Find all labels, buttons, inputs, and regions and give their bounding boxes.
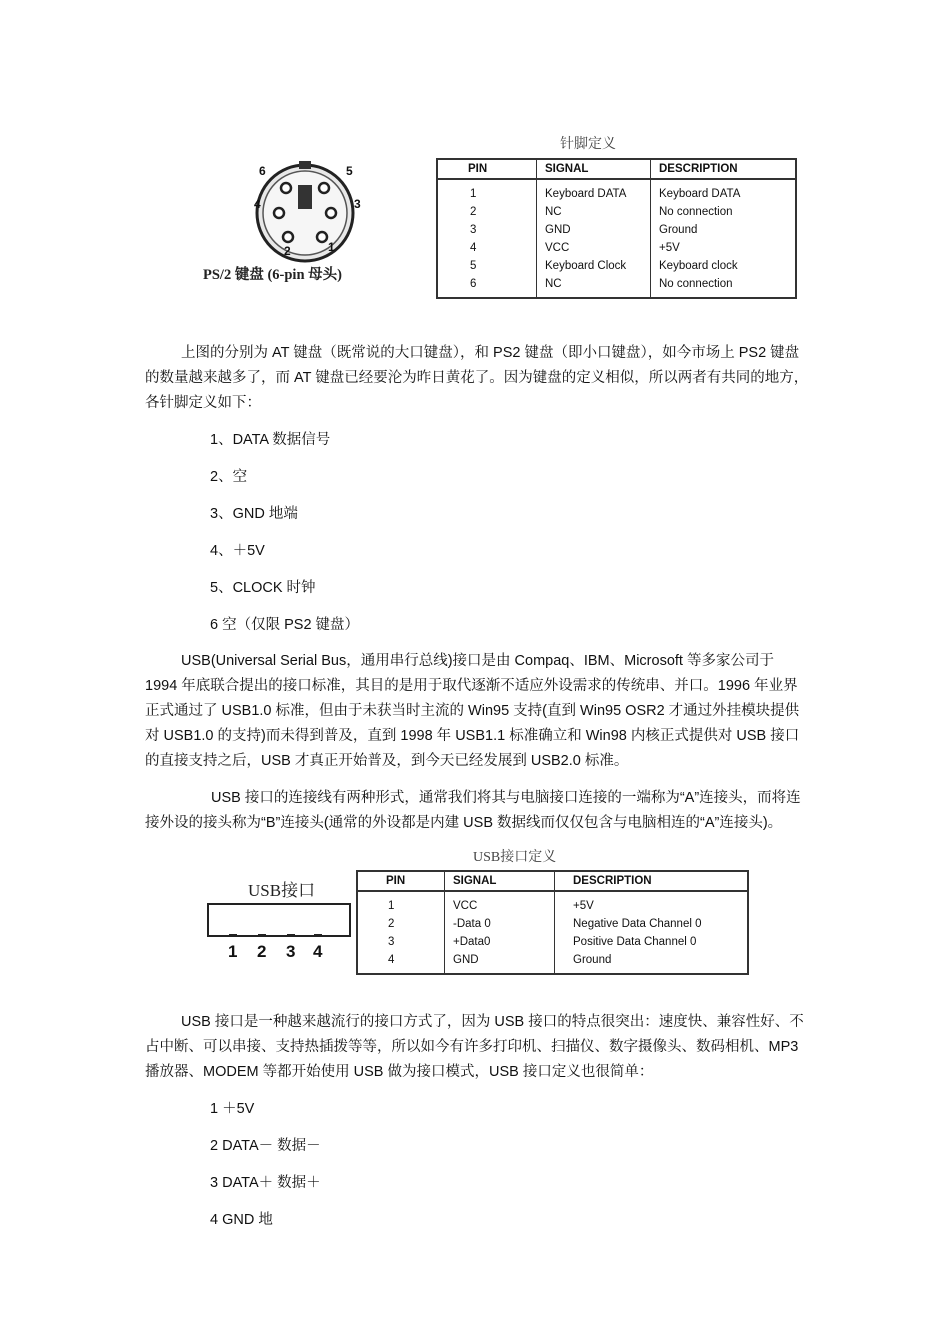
- table-row: 4 VCC +5V: [437, 239, 796, 257]
- column-header-signal: SIGNAL: [445, 871, 555, 891]
- table-row: 4 GND Ground: [357, 951, 748, 974]
- list-item: 6 空（仅限 PS2 键盘）: [210, 617, 360, 633]
- list-item: 3、GND 地端: [210, 506, 298, 522]
- table-row: 5 Keyboard Clock Keyboard clock: [437, 257, 796, 275]
- table-row: 3 +Data0 Positive Data Channel 0: [357, 933, 748, 951]
- usb-connector-label: USB接口: [248, 881, 316, 900]
- paragraph-usb-features: USB 接口是一种越来越流行的接口方式了，因为 USB 接口的特点很突出：速度快、兼容性好、不占中断、可以串接、支持热插拨等等，所以如今有许多打印机、扫描仪、数字摄像头、数码相机、MP3 播放器、MODEM 等都开始使用 USB 做为接口模式，USB 接口定义也很简单：: [145, 1014, 804, 1080]
- usb-pin-label: 4: [313, 942, 323, 961]
- usb-table-title: USB接口定义: [473, 850, 557, 865]
- column-header-description: DESCRIPTION: [555, 871, 749, 891]
- ps2-pin-label: 1: [328, 240, 335, 254]
- paragraph-ps2-intro: 上图的分别为 AT 键盘（既常说的大口键盘），和 PS2 键盘（即小口键盘），如今市场上 PS2 键盘的数量越来越多了，而 AT 键盘已经要沦为昨日黄花了。因为键盘的定义相似，所以两者有共同的地方，各针脚定义如下：: [145, 345, 809, 411]
- table-row: 2 NC No connection: [437, 203, 796, 221]
- ps2-pin-table: [436, 158, 797, 299]
- ps2-caption: PS/2 键盘 (6-pin 母头): [203, 267, 342, 283]
- table-row: 6 NC No connection: [437, 275, 796, 298]
- list-item: 1 ＋5V: [210, 1101, 255, 1117]
- ps2-pin-label: 4: [254, 197, 261, 211]
- list-item: 2 DATA－ 数据－: [210, 1138, 321, 1154]
- list-item: 4、＋5V: [210, 543, 265, 559]
- paragraph-usb-connectors: USB 接口的连接线有两种形式，通常我们将其与电脑接口连接的一端称为“A”连接头，而将连接外设的接头称为“B”连接头(通常的外设都是内建 USB 数据线而仅仅包含与电脑相连的“A”连接头)。: [145, 790, 801, 831]
- list-item: 4 GND 地: [210, 1212, 273, 1228]
- ps2-connector-diagram: [195, 155, 395, 325]
- usb-pin-label: 2: [257, 942, 267, 961]
- column-header-signal: SIGNAL: [537, 159, 651, 179]
- column-header-description: DESCRIPTION: [651, 159, 797, 179]
- usb-pin-label: 1: [228, 942, 238, 961]
- usb-connector-diagram: [200, 898, 360, 978]
- ps2-pin-label: 3: [354, 197, 361, 211]
- usb-pin-table: [356, 870, 749, 975]
- usb-pin-label: 3: [286, 942, 296, 961]
- column-header-pin: PIN: [437, 159, 537, 179]
- list-item: 5、CLOCK 时钟: [210, 580, 316, 596]
- column-header-pin: PIN: [357, 871, 445, 891]
- ps2-pin-label: 6: [259, 164, 266, 178]
- usb-figure: [200, 842, 760, 982]
- table-row: 3 GND Ground: [437, 221, 796, 239]
- table-row: 1 VCC +5V: [357, 891, 748, 915]
- paragraph-usb-history: USB(Universal Serial Bus，通用串行总线)接口是由 Compaq、IBM、Microsoft 等多家公司于 1994 年底联合提出的接口标准，其目的是用于取代逐渐不适应外设需求的传统串、并口。1996 年业界正式通过了 USB1.0 标准，但由于未获当时主流的 Win95 支持(直到 Win95 OSR2 才通过外挂模块提供对 USB1.0 的支持)而未得到普及，直到 1998 年 USB1.1 标准确立和 Win98 内核正式提供对 USB 接口的直接支持之后，USB 才真正开始普及，到今天已经发展到 USB2.0 标准。: [145, 653, 800, 769]
- table-row: 2 -Data 0 Negative Data Channel 0: [357, 915, 748, 933]
- ps2-table-title: 针脚定义: [560, 137, 616, 152]
- ps2-figure: [195, 130, 815, 310]
- list-item: 1、DATA 数据信号: [210, 432, 331, 448]
- list-item: 3 DATA＋ 数据＋: [210, 1175, 321, 1191]
- table-row: 1 Keyboard DATA Keyboard DATA: [437, 179, 796, 203]
- ps2-pin-label: 2: [284, 244, 291, 258]
- ps2-pin-label: 5: [346, 164, 353, 178]
- list-item: 2、空: [210, 469, 248, 485]
